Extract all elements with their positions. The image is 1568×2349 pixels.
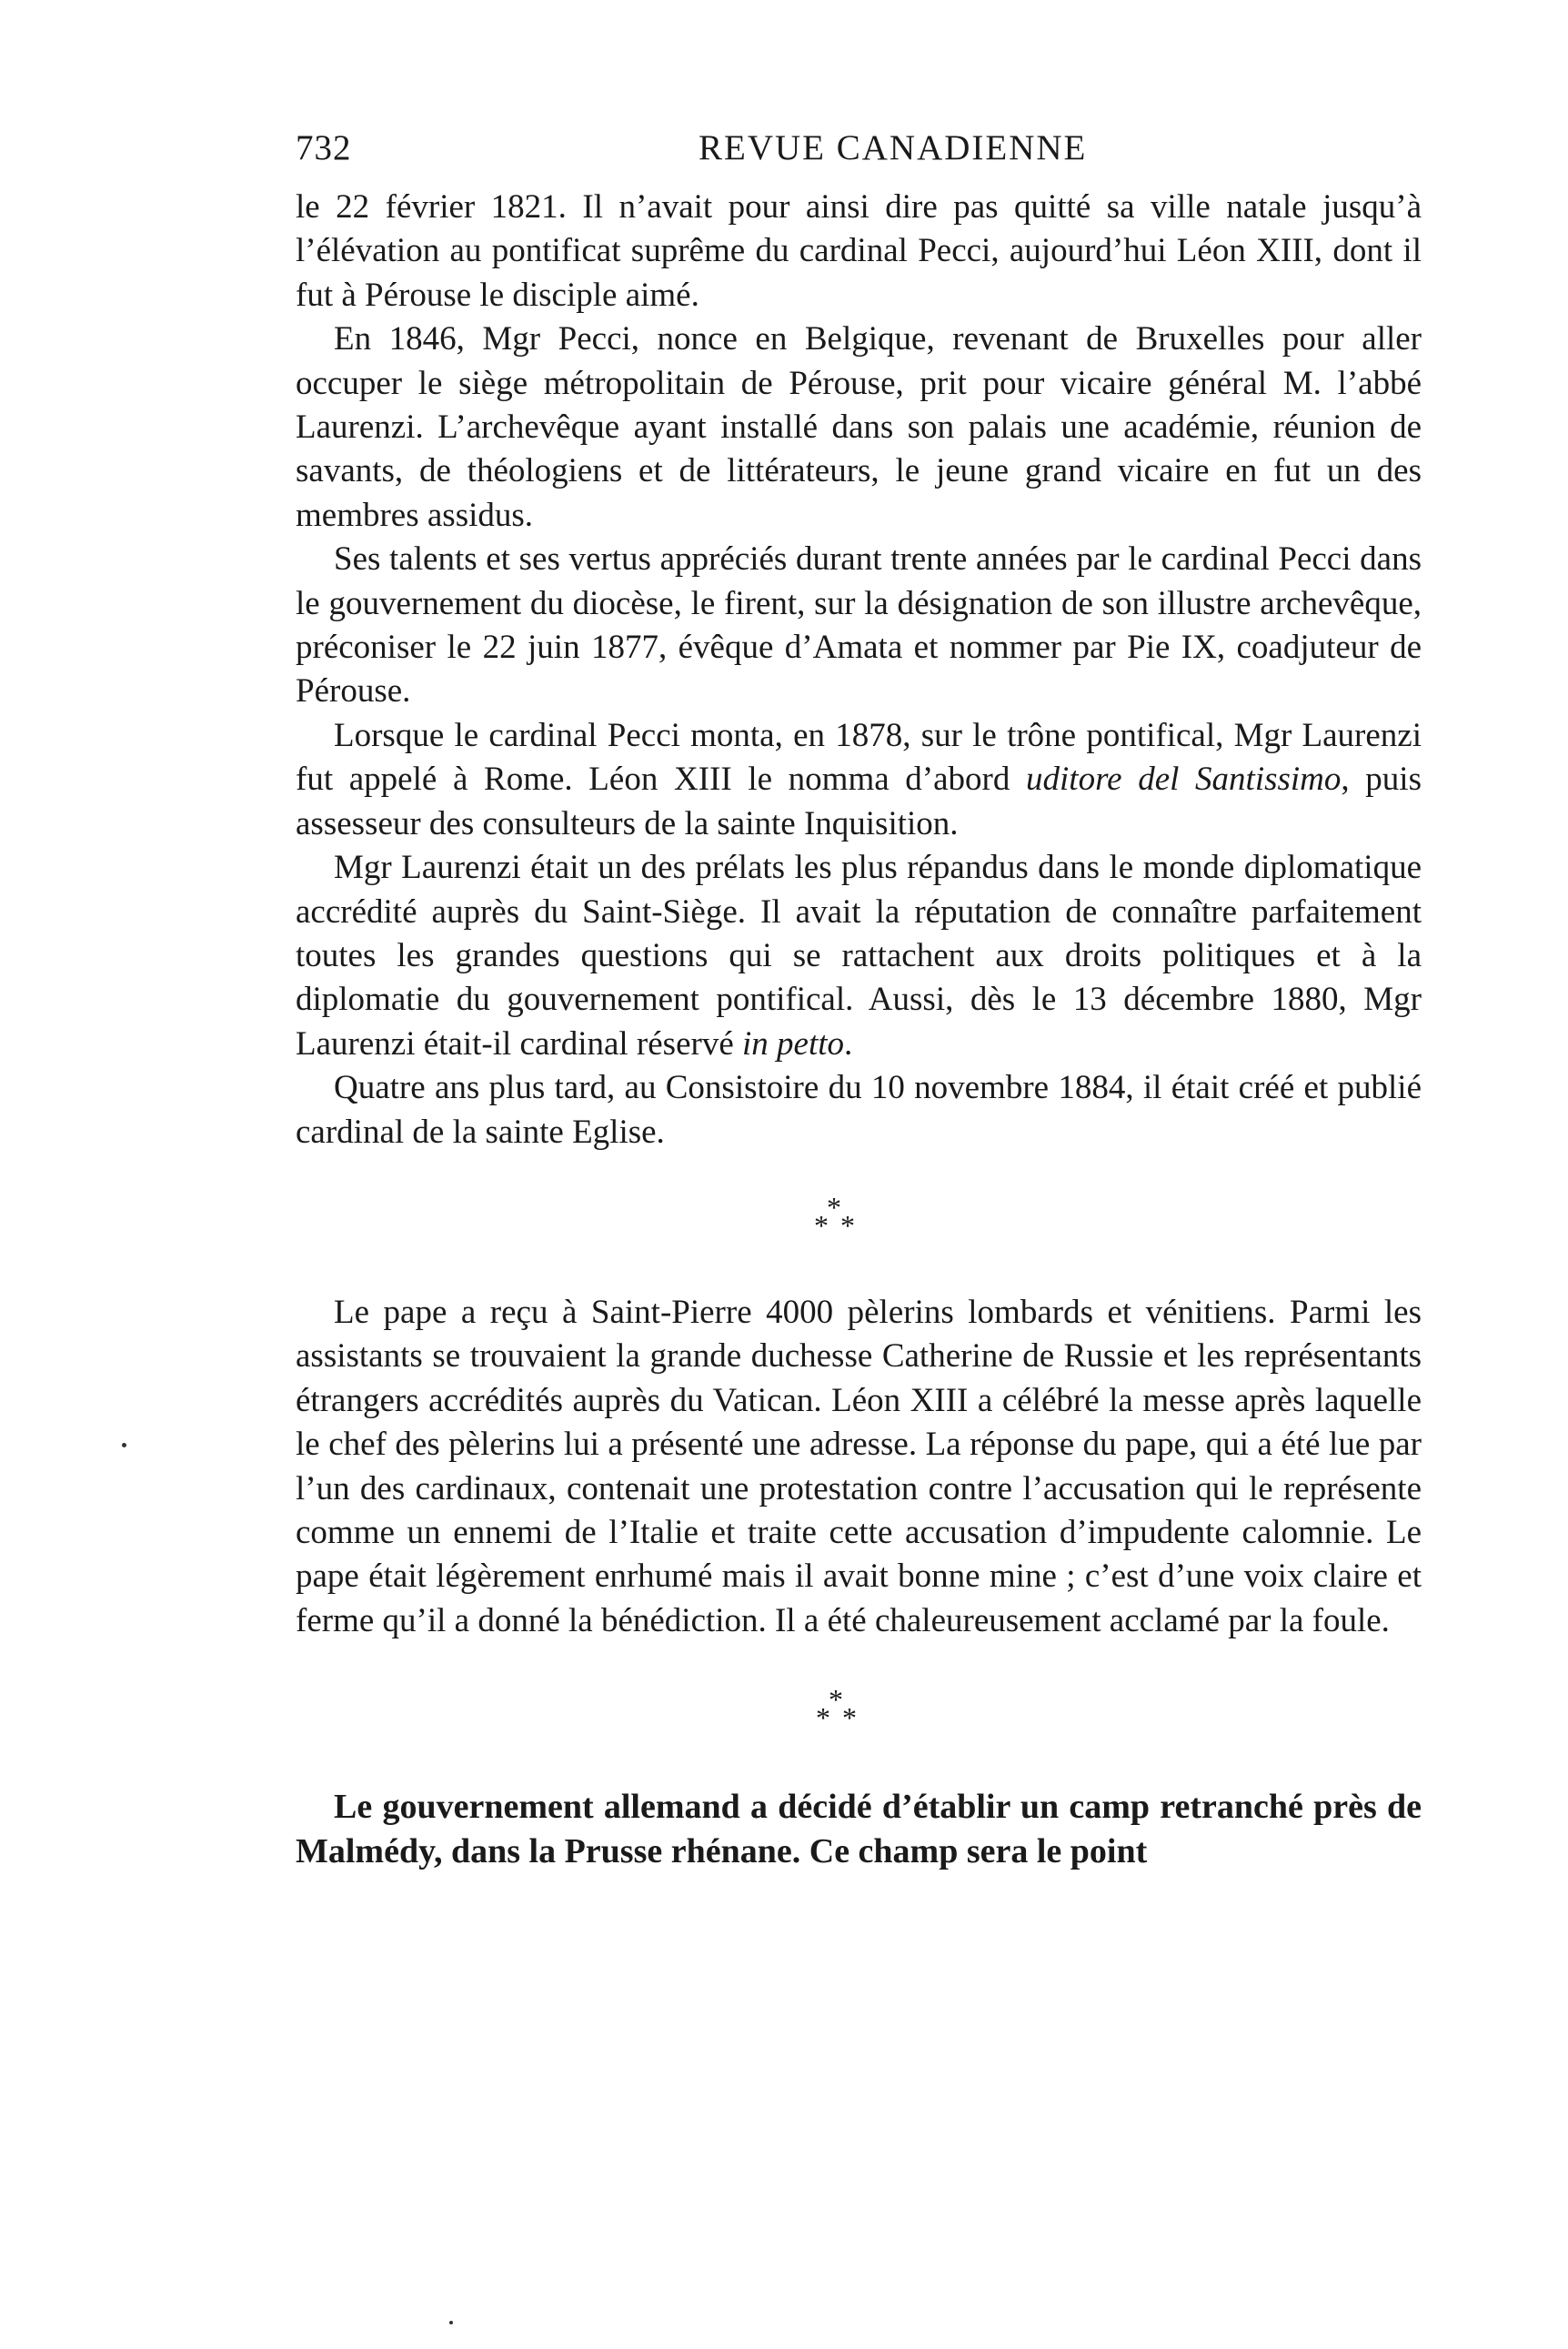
asterism-star: * xyxy=(842,1701,857,1735)
asterism-star: * xyxy=(814,1208,829,1242)
paragraph-1: le 22 février 1821. Il n’avait pour ainsi dire pas quitté sa ville natale jusqu’à l’élévation au pontificat suprême du cardinal Pecci, aujourd’hui Léon XIII, dont il fut à Pérouse le disciple aimé. xyxy=(296,188,1422,314)
asterism-star: * xyxy=(829,1683,843,1717)
page-number: 732 xyxy=(296,128,352,167)
paragraph-2: En 1846, Mgr Pecci, nonce en Belgique, revenant de Bruxelles pour aller occuper le siège métropolitain de Pérouse, prit pour vicaire général M. l’abbé Laurenzi. L’archevêque ayant installé dans son palais une académie, réunion de savants, de théologiens et de littérateurs, le jeune grand vicaire en fut un des membres assidus. xyxy=(296,320,1422,534)
paragraph-7: Le pape a reçu à Saint-Pierre 4000 pèlerins lombards et vénitiens. Parmi les assistants se trouvaient la grande duchesse Catherine de Russie et les représentants étrangers accrédités auprès du Vatican. Léon XIII a célébré la messe après laquelle le chef des pèlerins lui a présenté une adresse. La réponse du pape, qui a été lue par l’un des cardinaux, contenait une protestation contre l’accusation qui le représente comme un ennemi de l’Italie et traite cette accusation d’impudente calomnie. Le pape était légèrement enrhumé mais il avait bonne mine ; c’est d’une voix claire et ferme qu’il a donné la bénédiction. Il a été chaleureusement acclamé par la foule. xyxy=(296,1293,1422,1639)
paragraph-4-italic: uditore del Santissimo xyxy=(1026,761,1342,799)
asterism-star: * xyxy=(816,1701,830,1735)
paragraph-5-tail: . xyxy=(844,1024,853,1063)
paragraph-3: Ses talents et ses vertus appréciés durant trente années par le cardinal Pecci dans le gouvernement du diocèse, le firent, sur la désignation de son illustre archevêque, préconiser le 22 juin 1877, évêque d’Amata et nommer par Pie IX, coadjuteur de Pérouse. xyxy=(296,540,1422,711)
asterism-star: * xyxy=(840,1208,855,1242)
paragraph-5 xyxy=(296,846,1422,1066)
paragraph-5-text: Mgr Laurenzi était un des prélats les plus répandus dans le monde diplomatique accrédité auprès du Saint-Siège. Il avait la réputation de connaître parfaitement toutes les grandes questions qui se rattachent aux droits politiques et à la diplomatie du gouvernement pontifical. Aussi, dès le 13 décembre 1880, Mgr Laurenzi était-il cardinal réservé xyxy=(296,849,1422,1063)
asterism-separator-2 xyxy=(296,1683,1422,1738)
speck-mark xyxy=(122,1443,126,1447)
asterism-separator-1 xyxy=(296,1191,1422,1245)
paragraph-5-italic: in petto xyxy=(742,1024,845,1063)
paragraph-6: Quatre ans plus tard, au Consistoire du 10 novembre 1884, il était créé et publié cardinal de la sainte Eglise. xyxy=(296,1069,1422,1151)
paragraph-8: Le gouvernement allemand a décidé d’établir un camp retranché près de Malmédy, dans la Prusse rhénane. Ce champ sera le point xyxy=(296,1788,1422,1870)
paragraph-4-tail: , puis assesseur des consulteurs de la sainte Inquisition. xyxy=(296,761,1422,842)
paragraph-4-text: Lorsque le cardinal Pecci monta, en 1878, sur le trône pontifical, Mgr Laurenzi fut appelé à Rome. Léon XIII le nomma d’abord xyxy=(296,716,1422,799)
page xyxy=(296,127,1422,1873)
running-title: REVUE CANADIENNE xyxy=(699,128,1088,167)
page-header xyxy=(296,127,1422,182)
asterism-star: * xyxy=(827,1190,841,1224)
paragraph-4 xyxy=(296,714,1422,846)
speck-mark xyxy=(449,2321,453,2324)
